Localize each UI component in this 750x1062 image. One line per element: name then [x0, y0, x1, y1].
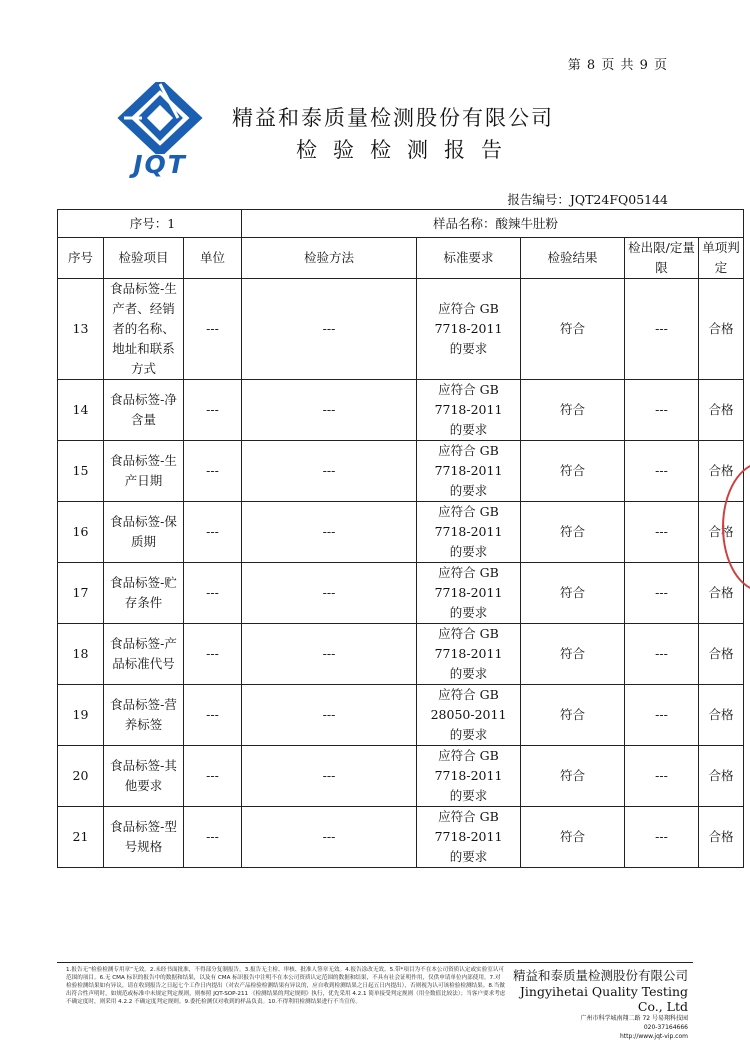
- column-header: 单位: [184, 238, 242, 279]
- column-header: 检出限/定量限: [625, 238, 699, 279]
- results-table: [57, 209, 744, 868]
- row-number: 20: [58, 746, 104, 807]
- test-item: 食品标签-保质期: [104, 502, 184, 563]
- unit-cell: ---: [184, 563, 242, 624]
- footer-company-cn: 精益和泰质量检测股份有限公司: [512, 968, 688, 983]
- footer-address: 广州市科学城南翔二路 72 号易翔科技园: [580, 1015, 688, 1022]
- result-cell: 符合: [521, 441, 625, 502]
- info-row: [58, 210, 744, 238]
- test-item: 食品标签-生产日期: [104, 441, 184, 502]
- table-row: [58, 807, 744, 868]
- unit-cell: ---: [184, 624, 242, 685]
- unit-cell: ---: [184, 279, 242, 380]
- limit-cell: ---: [625, 563, 699, 624]
- report-number: 报告编号：JQT24FQ05144: [507, 192, 668, 207]
- limit-cell: ---: [625, 279, 699, 380]
- row-number: 16: [58, 502, 104, 563]
- row-number: 14: [58, 380, 104, 441]
- verdict-cell: 合格: [699, 746, 744, 807]
- result-cell: 符合: [521, 807, 625, 868]
- footer-phone: 020-37164666: [643, 1024, 688, 1031]
- verdict-cell: 合格: [699, 807, 744, 868]
- requirement-cell: 应符合 GB 7718-2011 的要求: [417, 746, 521, 807]
- result-cell: 符合: [521, 624, 625, 685]
- column-header: 检验结果: [521, 238, 625, 279]
- result-cell: 符合: [521, 380, 625, 441]
- row-number: 21: [58, 807, 104, 868]
- footer-company-en: Jingyihetai Quality Testing Co., Ltd: [519, 984, 688, 1014]
- column-header: 单项判定: [699, 238, 744, 279]
- method-cell: ---: [242, 279, 417, 380]
- verdict-cell: 合格: [699, 563, 744, 624]
- method-cell: ---: [242, 746, 417, 807]
- column-header: 检验方法: [242, 238, 417, 279]
- verdict-cell: 合格: [699, 624, 744, 685]
- table-row: [58, 624, 744, 685]
- method-cell: ---: [242, 624, 417, 685]
- test-item: 食品标签-净含量: [104, 380, 184, 441]
- result-cell: 符合: [521, 279, 625, 380]
- limit-cell: ---: [625, 807, 699, 868]
- method-cell: ---: [242, 685, 417, 746]
- result-cell: 符合: [521, 563, 625, 624]
- method-cell: ---: [242, 807, 417, 868]
- verdict-cell: 合格: [699, 380, 744, 441]
- requirement-cell: 应符合 GB 7718-2011 的要求: [417, 624, 521, 685]
- test-item: 食品标签-营养标签: [104, 685, 184, 746]
- requirement-cell: 应符合 GB 7718-2011 的要求: [417, 380, 521, 441]
- result-cell: 符合: [521, 685, 625, 746]
- report-title: 检验检测报告: [296, 138, 518, 162]
- result-cell: 符合: [521, 746, 625, 807]
- row-number: 18: [58, 624, 104, 685]
- company-name: 精益和泰质量检测股份有限公司: [232, 106, 554, 130]
- method-cell: ---: [242, 502, 417, 563]
- unit-cell: ---: [184, 380, 242, 441]
- limit-cell: ---: [625, 502, 699, 563]
- limit-cell: ---: [625, 685, 699, 746]
- limit-cell: ---: [625, 624, 699, 685]
- logo-text: JQT: [133, 150, 187, 179]
- unit-cell: ---: [184, 441, 242, 502]
- test-item: 食品标签-生产者、经销者的名称、地址和联系方式: [104, 279, 184, 380]
- unit-cell: ---: [184, 502, 242, 563]
- limit-cell: ---: [625, 441, 699, 502]
- verdict-cell: 合格: [699, 502, 744, 563]
- test-item: 食品标签-型号规格: [104, 807, 184, 868]
- verdict-cell: 合格: [699, 685, 744, 746]
- row-number: 15: [58, 441, 104, 502]
- sample-name: 样品名称：酸辣牛肚粉: [242, 210, 744, 238]
- footer-url[interactable]: http://www.jqt-vip.com: [619, 1033, 688, 1040]
- requirement-cell: 应符合 GB 7718-2011 的要求: [417, 279, 521, 380]
- column-header: 标准要求: [417, 238, 521, 279]
- sequence-label: 序号：1: [58, 210, 242, 238]
- requirement-cell: 应符合 GB 28050-2011 的要求: [417, 685, 521, 746]
- result-cell: 符合: [521, 502, 625, 563]
- unit-cell: ---: [184, 685, 242, 746]
- header-row: [58, 238, 744, 279]
- test-item: 食品标签-产品标准代号: [104, 624, 184, 685]
- verdict-cell: 合格: [699, 441, 744, 502]
- table-row: [58, 380, 744, 441]
- requirement-cell: 应符合 GB 7718-2011 的要求: [417, 441, 521, 502]
- column-header: 序号: [58, 238, 104, 279]
- column-header: 检验项目: [104, 238, 184, 279]
- unit-cell: ---: [184, 746, 242, 807]
- method-cell: ---: [242, 563, 417, 624]
- method-cell: ---: [242, 441, 417, 502]
- verdict-cell: 合格: [699, 279, 744, 380]
- table-row: [58, 502, 744, 563]
- footer-divider: [57, 962, 693, 963]
- requirement-cell: 应符合 GB 7718-2011 的要求: [417, 807, 521, 868]
- requirement-cell: 应符合 GB 7718-2011 的要求: [417, 502, 521, 563]
- table-row: [58, 685, 744, 746]
- method-cell: ---: [242, 380, 417, 441]
- row-number: 19: [58, 685, 104, 746]
- limit-cell: ---: [625, 380, 699, 441]
- table-body: [58, 279, 744, 868]
- table-row: [58, 563, 744, 624]
- row-number: 17: [58, 563, 104, 624]
- test-item: 食品标签-其他要求: [104, 746, 184, 807]
- footer-company-block: [498, 966, 688, 1041]
- page-number: 第 8 页 共 9 页: [567, 58, 668, 73]
- requirement-cell: 应符合 GB 7718-2011 的要求: [417, 563, 521, 624]
- limit-cell: ---: [625, 746, 699, 807]
- table-row: [58, 279, 744, 380]
- footer-notes: 1.报告无“检验检测专用章”无效。2.未经书面批准，不得部分复制报告。3.报告无主检、审核、批准人签章无效。4.报告涂改无效。5.带*项目为不在本公司资质认定或实验室认可范围的项目。6.无 CMA 标识的报告中的数据和结果，以及有 CMA 标识报告中注明不在本公司资质认定范围的数据和结果，不具有社会证明作用，仅供申请单位内部使用。7.对检验检测结果如有异议，请在收到报告之日起七个工作日内提出（对农产品检验检测结果有异议的，应自收到检测结果之日起五日内提出），否则视为认可该检验检测结果。8.当做出符合性声明时，如规范或标准中未规定判定规则，则参照 JQT-SOP-211 《检测结果的判定规则》执行，优先采用 4.2.1 简单接受判定规则（用全数值比较法）；当客户要求考虑不确定度时，则采用 4.2.2 不确定度判定规则。9.委托检测仅对收到的样品负责。10.不得利用检测结果进行不当宣传。: [66, 967, 506, 1005]
- table-row: [58, 441, 744, 502]
- test-item: 食品标签-贮存条件: [104, 563, 184, 624]
- table-row: [58, 746, 744, 807]
- unit-cell: ---: [184, 807, 242, 868]
- row-number: 13: [58, 279, 104, 380]
